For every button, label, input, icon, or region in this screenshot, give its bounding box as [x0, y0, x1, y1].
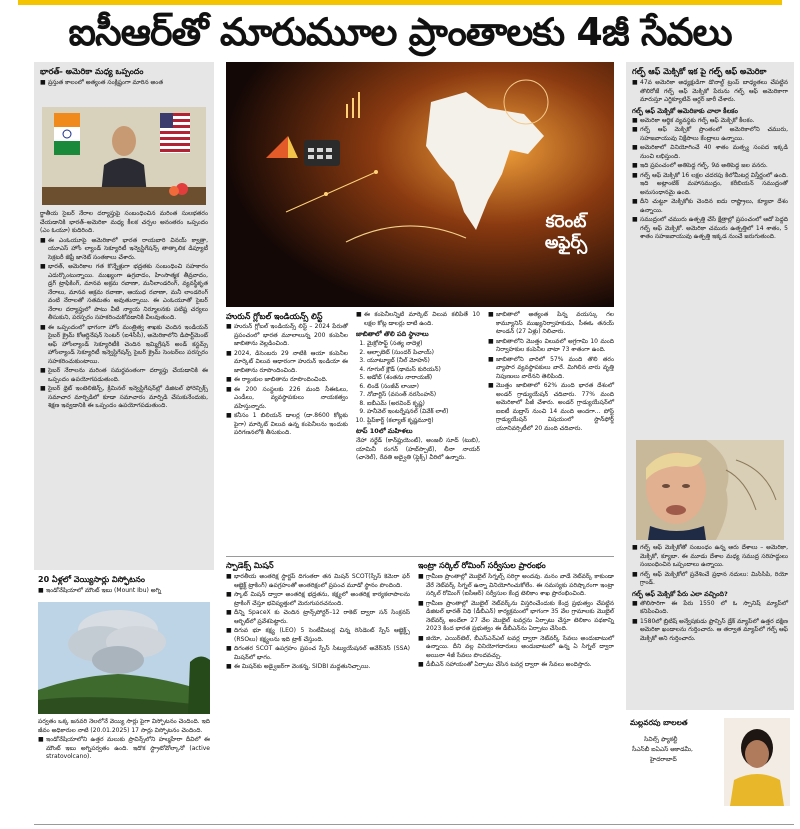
list-item: ■ భారత్‌, అమెరికాల గత కొన్నేళ్లుగా భద్రతకు సంబంధించి సహకారం ఎదుర్కొంటున్నాయి. ముఖ్యంగా ఉగ్రవాదం, హింసాత్మక తీవ్రవాదం, డ్రగ్‌ ట్రాఫికింగ్‌, మానవ అక్రమ రవాణా, మనీలాండరింగ్‌, వ్యవస్థీకృత నేరాలు, మానవ అక్రమ రవాణా, ఆయుధ రవాణా, మనీ లాండరింగ్‌ వంటి నేరాలతో సతమతం అవుతున్నాయి. ఈ ఎంఓయూతో సైబర్‌ నేరాల దర్యాప్తులో పాటు వీటి న్యాయ నిర్మూలనకు పటిష్ట చర్యలు తీసుకుని, పరస్పరం సహకరించుకోవడానికి వీలవుతుంది. [40, 263, 208, 323]
list-item: ■ ఈ ఎంఓయూపై అమెరికాలో భారత రాయబారి వినయ్‌ క్వాత్రా, యూఎస్‌ హోం ల్యాండ్‌ సెక్యూరిటీ ఇన్వెస్టిగేషన్స్‌ తాత్కాలిక డిప్యూటీ సెక్రటరీ జెఫ్రీ జానెట్‌ సంతకాలు చేశారు. [40, 237, 208, 263]
list-item: ■ ఈ ఒప్పందంలో భాగంగా హోం మంత్రిత్వ శాఖకు చెందిన ఇండియన్‌ సైబర్‌ క్రైమ్‌ కోఆర్డినేషన్‌ సెంటర్‌ (ఐ4సీసీ), అమెరికాలోని డిపార్ట్‌మెంట్‌ ఆఫ్‌ హోంల్యాండ్‌ సెక్యూరిటీకి చెందిన ఇమ్మిగ్రేషన్‌ అండ్‌ కస్టమ్స్‌ హోంల్యాండ్‌ సెక్యూరిటీ ఇన్వెస్టిగేషన్స్‌ సైబర్‌ క్రైమ్‌ సెంటర్‌లు పరస్పరం సహకరించుకుంటాయి. [40, 324, 208, 367]
list-item: ■ 2024, డిసెంబరు 29 నాటికి ఆయా కంపెనీల మార్కెట్‌ విలువ ఆధారంగా హురున్‌ ఇండియా ఈ జాబితాను రూపొందించింది. [226, 350, 348, 376]
hurun-women-title: టాప్‌ 10లో మహిళలు [356, 427, 413, 435]
list-item: ■ అమెరికా ఆర్థిక వ్యవస్థకు గల్ఫ్‌ ఆఫ్‌ మెక్సికో కీలకం. [632, 117, 788, 126]
volcano-illustration [38, 602, 210, 714]
current-affairs-label-line1: కరెంట్‌ [545, 212, 587, 232]
list-item: ■ మొత్తం జాబితాలో 62% మంది భారత దేశంలో అండర్‌ గ్రాడ్యుయేషన్‌ చదివారు. 77% మంది అమెరికాలో పీజీ చేశారు. అండర్‌ గ్రాడ్యుయేషన్‌లో ఐఐటీ మద్రాస్‌ నుంచి 14 మంది అందగా... పోస్ట్‌ గ్రాడ్యుయేషన్‌ విషయంలో స్టాన్‌ఫోర్డ్‌ యూనివర్సిటీలో 20 మంది చదివారు. [488, 382, 614, 433]
list-item: ■ గల్ఫ్‌ ఆఫ్‌ మెక్సికోలో ప్రవేశించే ప్రధాన నదులు: మిసిసిపి, రియో గ్రాండ్‌. [632, 571, 788, 588]
list-item: ■ ఈ మిషన్‌కు అడ్వైజర్‌గా వెంకన్న, SIDBI మద్దతునిచ్చాయి. [226, 663, 410, 672]
list-item: ■ జాబితాలోని వారిలో 57% మంది తొలి తరం వ్యాపార వ్యవస్థాపకులు వారే. మిగిలిన వారు వృత్తి నిపుణులు వారేనని తెలిపింది. [488, 356, 614, 382]
author-org: సీఎస్‌బీ ఐఏఎస్‌ అకాడమీ, [632, 746, 693, 753]
icr-section [418, 560, 614, 822]
top-accent-bar [18, 0, 782, 5]
gulf-sub1: గల్ఫ్‌ ఆఫ్‌ మెక్సికో ఆమెరికాకు చాలా కీలకం [632, 106, 738, 115]
author-name: మల్లవరపు బాలలత [630, 718, 688, 727]
list-item: ■ జాబితాలో అత్యంత పిన్న వయస్కు గల కామ్యూనిస్‌ ముఖ్యనిర్వాహకుడు, సీఈఓ తనయ్‌ టాండన్‌ (27 ఏళ్లు) నిలిచారు. [488, 311, 614, 337]
list-item: ■ గ్రామీణ ప్రాంతాల్లో మొబైల్‌ సిగ్నల్స్‌ సరిగ్గా అందవు. మనం వాడే నెట్‌వర్క్‌ కాకుండా వేరే నెట్‌వర్క్‌ సిగ్నల్‌ ఉన్నా వినియోగించుకోలేం. ఈ సమస్యకు పరిష్కారంగా ఇంట్రా సర్కిల్‌ రోమింగ్‌ (ఐసీఆర్‌) సర్వీసుల కేంద్ర టెలికాం శాఖ ప్రారంభించింది. [418, 573, 614, 599]
current-affairs-art [226, 62, 614, 307]
list-item: ■ దిగంతర SCOT ఉపగ్రహం ప్రపంచ స్పేస్‌ సిట్యుయేషనల్‌ అవేర్‌నెస్‌ (SSA) మిషన్‌లో భాగం. [226, 645, 410, 662]
list-item: 5. అడోబ్‌ (శంతను నారాయణ్‌) [367, 374, 480, 383]
list-item: ■ 1580లో బ్రిటిష్‌ అన్వేషకుడు ఫ్రాన్సిస్‌ డ్రేక్‌ మ్యాప్‌లో ఉత్తర దక్షిణ అమెరికా ఖండాలను గుర్తించారు. ఆ తర్వాత మ్యాప్‌లో గల్ఫ్‌ ఆఫ్‌ మెక్సికో అని గుర్తించారు. [632, 618, 788, 644]
list-item: ■ ఈ 200 సంస్థలకు 226 మంది సీఈఓలు, ఎండీలు, వ్యవస్థాపకులు నాయకత్వం వహిస్తున్నారు. [226, 386, 348, 412]
list-item: 4. గూగుల్‌ క్లౌడ్‌ (థామస్‌ కురియన్‌) [367, 366, 480, 375]
list-item: ■ కనీసం 1 బిలియన్‌ డాలర్ల (దా.8600 కోట్లకు పైగా) మార్కెట్‌ విలువ ఉన్న కంపెనీలను ఇందుకు పరిగణనలోకి తీసుకుంది. [226, 412, 348, 438]
list-item: 10. ఫ్లిప్‌కార్ట్‌ (కల్యాణ్‌ కృష్ణమూర్తి) [367, 417, 480, 426]
list-item: ■ భారతీయ అంతరిక్ష స్టార్టప్‌ దిగంతరా తన మిషన్‌ SCOT(స్పేస్‌ కెమెరా ఫర్‌ ఆబ్జెక్ట్‌ ట్రాకింగ్‌) ఉపగ్రహంతో అంతరిక్షంలో ప్రపంచ మూడో స్థానం పొందింది. [226, 573, 410, 590]
hurun-list-title: జాబితాలో తొలి పది స్థానాలు [356, 330, 429, 338]
list-item: ■ 47వ అమెరికా అధ్యక్షుడిగా డొనాల్డ్‌ ట్రంప్‌ బాధ్యతలు చేపట్టిన తొలిరోజే గల్ఫ్‌ ఆఫ్‌ మెక్సికో పేరును గల్ఫ్‌ ఆఫ్‌ అమెరికాగా మారుస్తూ ఎగ్జిక్యూటివ్‌ ఆర్డర్‌ జారీ చేశారు. [632, 79, 788, 105]
hurun-women-text: నేహా నర్ఖేడ్‌ (కాన్‌ఫ్లుయెంట్‌), అంజలీ సూద్‌ (టుబి), యామినీ రంగన్‌ (హబ్‌స్పాట్‌), లీనా నాయర్‌ (చానెల్‌), రేవతి అద్వైతి (ఫ్లెక్స్‌) వీరిలో ఉన్నారు. [356, 437, 480, 461]
list-item: ■ దీని చుట్టూ మెక్సికోకు చెందిన ఐదు రాష్ట్రాలు, క్యూబా దేశం ఉన్నాయి. [632, 198, 788, 215]
list-item: ■ గల్ఫ్‌ ఆఫ్‌ మెక్సికోతో సంబంధం ఉన్న ఆరు దేశాలు – అమెరికా, మెక్సికో, క్యూబా. ఈ మూడు దేశాల మధ్య సముద్ర సరిహద్దులు సంబంధించిన ఒప్పందాలు ఉన్నాయి. [632, 544, 788, 570]
list-item: ■ తొలిసారిగా ఈ పేరు 1550 లో ఓ స్పానిష్‌ మ్యాప్‌లో కనిపించింది. [632, 600, 788, 617]
list-item: ■ గల్ఫ్‌ ఆఫ్‌ మెక్సికో ప్రాంతంలో అమెరికాలోని చమురు, సహజవాయువు నిక్షేపాలు కేంద్రాలు ఉన్నాయి. [632, 126, 788, 143]
hurun-title: హురున్‌ గ్లోబల్‌ ఇండియన్స్‌ లిస్ట్‌ [226, 312, 323, 321]
bottom-rule [34, 824, 794, 825]
india-us-para: ర్జాతీయ సైబర్‌ నేరాల దర్యాప్తుపై సంబంధించిన మరింత సులభతరం చేయడానికి భారత్‌–అమెరికా మధ్య కీలక చర్చల అనంతరం ఒప్పందం (ఎం ఓయూ) కుదిరింది. [40, 210, 208, 234]
list-item: ■ సైబర్‌ నేరాలను మరింత సమర్థవంతంగా దర్యాప్తు చేయడానికి ఈ ఒప్పందం ఉపయోగపడుతుంది. [40, 367, 208, 384]
list-item: ■ గ్రామీణ ప్రాంతాల్లో మొబైల్‌ నెట్‌వర్క్‌ను విస్తరించేందుకు కేంద్ర ప్రభుత్వం చేపట్టిన డిజిటల్‌ భారత్‌ నిధి (డీబీఎన్‌) కార్యక్రమంలో భాగంగా 35 వేల గ్రామాలకు మొబైల్‌ నెట్‌వర్క్‌ అందేలా 27 వేల మొబైల్‌ టవర్లను ఏర్పాటు చేస్తూ టెలికాం పథకాన్ని 2023 కింద భారత ప్రభుత్వం ఈ డీబీఎన్‌ను ఏర్పాటు చేసింది. [418, 600, 614, 634]
list-item: ■ సముద్రంలో చమురు ఉత్పత్తి చేసే క్షేత్రాల్లో ప్రపంచంలో ఆదో పెద్దది గల్ఫ్‌ ఆఫ్‌ మెక్సికో. అమెరికా చమురు ఉత్పత్తిలో 14 శాతం, 5 శాతం సహజవాయువు ఉత్పత్తి ఇక్కడ నుంచే జరుగుతుంది. [632, 216, 788, 242]
list-item: ■ అమెరికాలో వినియోగించే 40 శాతం మత్స్య సంపద ఇక్కడి నుంచి లభిస్తుంది. [632, 144, 788, 161]
hurun-section [226, 311, 614, 554]
author-role: సివిల్స్‌ ఫ్యాకల్టీ [644, 736, 678, 743]
list-item: ■ దిగువ భూ కక్ష్య (LEO) 5 సెంటీమీటర్ల చిన్న రెసిడెంట్‌ స్పేస్‌ ఆబ్జెక్ట్స్‌ (RSOలు) కక్ష్యలను ఇది ట్రాక్‌ చేస్తుంది. [226, 627, 410, 644]
author-portrait [724, 718, 790, 806]
list-item: ■ దీన్ని SpaceX కు చెందిన ట్రాన్స్‌పోర్టర్‌–12 రాకెట్‌ ద్వారా సన్‌ సింక్రనస్‌ ఆర్బిట్‌లో ప్రవేశపెట్టారు. [226, 609, 410, 626]
list-item: ■ జియో, ఎయిర్‌టెల్‌, బీఎస్‌ఎన్‌ఎల్‌ టవర్ల ద్వారా నెట్‌వర్క్‌ సేవలు అందుబాటులో ఉన్నాయి. దీని వల్ల వినియోగదారులు అందుబాటులో ఉన్న ఏ సిగ్నల్‌ ద్వారా అయినా 4జీ సేవలు పొందవచ్చు. [418, 635, 614, 661]
gulf-box [626, 62, 794, 710]
list-item: 6. లిండే (సంజీవ్‌ లాంబా) [367, 383, 480, 392]
list-item: ■ స్కాట్‌ మిషన్‌ ద్వారా అంతరిక్ష భద్రతను, కక్ష్యలో అంతరిక్ష కార్యకలాపాలను ట్రాకింగ్‌ చేస్తూ భవిష్యత్తులో మెరుగుపరచనుంది. [226, 591, 410, 608]
page-headline: ఐసీఆర్‌తో మారుమూల ప్రాంతాలకు 4జీ సేవలు [68, 10, 732, 54]
list-item: ■ ఇండోనేషియాలోని ఉత్తర మలుకు ప్రావిన్స్‌లోని హల్మహేరా దీవిలో ఈ మౌంట్‌ ఇబు అగ్నిపర్వతం ఉంది. ఇదొక స్ట్రాటోవోల్కానో (active stratovolcano). [38, 736, 210, 762]
list-item: ■ హురున్‌ గ్లోబల్‌ ఇండియన్స్‌ లిస్ట్‌ – 2024 పేరుతో ప్రపంచంలో భారత మూలాలున్న 200 కంపెనీల జాబితాను వెల్లడించింది. [226, 323, 348, 349]
meeting-photo [42, 107, 206, 205]
current-affairs-illustration [226, 62, 614, 307]
list-item: 2. ఆల్ఫాబెట్‌ (సుందర్‌ పిచాయ్‌) [367, 349, 480, 358]
current-affairs-label-line2: అఫైర్స్‌ [544, 233, 588, 253]
list-item: 1. మైక్రోసాఫ్ట్‌ (సత్య నాదెళ్ల) [367, 340, 480, 349]
list-item: 7. నోవార్టిస్‌ (వసంత్‌ నరసింహన్‌) [367, 391, 480, 400]
mount-ibu-section [34, 572, 214, 822]
spadex-section [226, 560, 410, 822]
list-item: 3. యూట్యూబ్‌ (నీల్‌ మోహన్‌) [367, 357, 480, 366]
author-photo [724, 718, 790, 806]
section-divider [226, 556, 614, 557]
mount-ibu-para: పర్వతం ఒక్క జనవరి నెలలోనే వెయ్యి సార్లు పైగా విస్ఫోటనం చెందింది. ఇది జీవం అధికారుల నాటి (20.01.2025) 17 సార్లు విస్ఫోటనం చెందింది. [38, 718, 210, 734]
list-item: ■ ఇది ప్రపంచంలో అతిపెద్ద గల్ఫ్‌. 9వ అతిపెద్ద జల వనరు. [632, 162, 788, 171]
list-item: ■ గల్ఫ్‌ ఆఫ్‌ మెక్సికో 16 లక్షల చదరపు కిలోమీటర్ల విస్తీర్ణంలో ఉంది. ఇది అట్లాంటిక్‌ మహాసముద్రం, కరీబియన్‌ సముద్రంతో అనుసంధానమై ఉంది. [632, 172, 788, 198]
india-us-intro [40, 79, 208, 88]
trump-map-illustration [636, 440, 784, 540]
list-item: ■ ఈ ర్యాంకుల జాబితాను రూపొందించింది. [226, 376, 348, 385]
mount-ibu-title: 20 ఏళ్లలో వెయ్యిసార్లు విస్ఫోటనం [38, 575, 145, 584]
author-city: హైదరాబాద్‌ [650, 756, 677, 763]
volcano-photo [38, 602, 210, 714]
list-item: 8. ఐబీఎమ్‌ (అరవింద్‌ కృష్ణ) [367, 400, 480, 409]
gulf-sub2: గల్ఫ్‌ ఆఫ్‌ మెక్సికో పేరు ఎలా వచ్చింది? [632, 589, 728, 598]
list-item: ■ సైబర్‌ థ్రెట్‌ ఇంటెలిజెన్స్‌, క్రిమినల్‌ ఇన్వెస్టిగేషన్‌ల్లో డిజిటల్‌ ఫోరెన్సిక్స్‌ సమాచార మార్పిడిలో కూడా సమాచారం మార్పిడి చేసుకునేందుకు, శిక్షణ ఇవ్వడానికి ఈ ఒప్పందం ఉపయోగపడుతుంది. [40, 385, 208, 411]
list-item: ■ ఈ కంపెనీలన్నిటి మార్కెట్‌ విలువ కలిపితే 10 లక్షల కోట్ల డాలర్లు దాటి ఉంది. [356, 311, 480, 328]
gulf-title: గల్ఫ్‌ ఆఫ్‌ మెక్సికో ఇక పై గల్ఫ్‌ ఆఫ్‌ అమెరికా [632, 67, 767, 76]
spadex-title: స్పాడెక్స్‌ మిషన్‌ [226, 561, 274, 570]
meeting-illustration [42, 107, 206, 205]
author-byline [626, 714, 794, 822]
list-item: 9. హనీవెల్‌ ఇంటర్నేషనల్‌ (వివేక్‌ లాల్‌) [367, 408, 480, 417]
list-item: ■ డీబీఎన్‌ సహాయంతో ఏర్పాటు చేసిన టవర్ల ద్వారా ఈ సేవలు అందిస్తారు. [418, 661, 614, 670]
trump-map-photo [636, 440, 784, 540]
india-us-box [34, 62, 214, 570]
india-us-title: భారత్‌- అమెరికా మధ్య ఒప్పందం [40, 67, 144, 76]
icr-title: ఇంట్రా సర్కిల్‌ రోమింగ్‌ సర్వీసుల ప్రారంభం [418, 561, 546, 570]
top10-list [356, 340, 480, 425]
list-item: ■ జాబితాలోని మొత్తం విలువలో అగ్రగామి 10 మంది నిర్వాహకుల కంపెనీల వాటా 73 శాతంగా ఉంది. [488, 338, 614, 355]
list-item: ■ ఇండోనేషియాలో మౌంట్‌ ఇబు (Mount Ibu) అగ్ని [38, 587, 210, 596]
current-affairs-label [526, 212, 606, 254]
list-item: ■ ప్రస్తుత కాలంలో అత్యంత సంక్లిష్టంగా మారిన అంత [40, 79, 208, 88]
